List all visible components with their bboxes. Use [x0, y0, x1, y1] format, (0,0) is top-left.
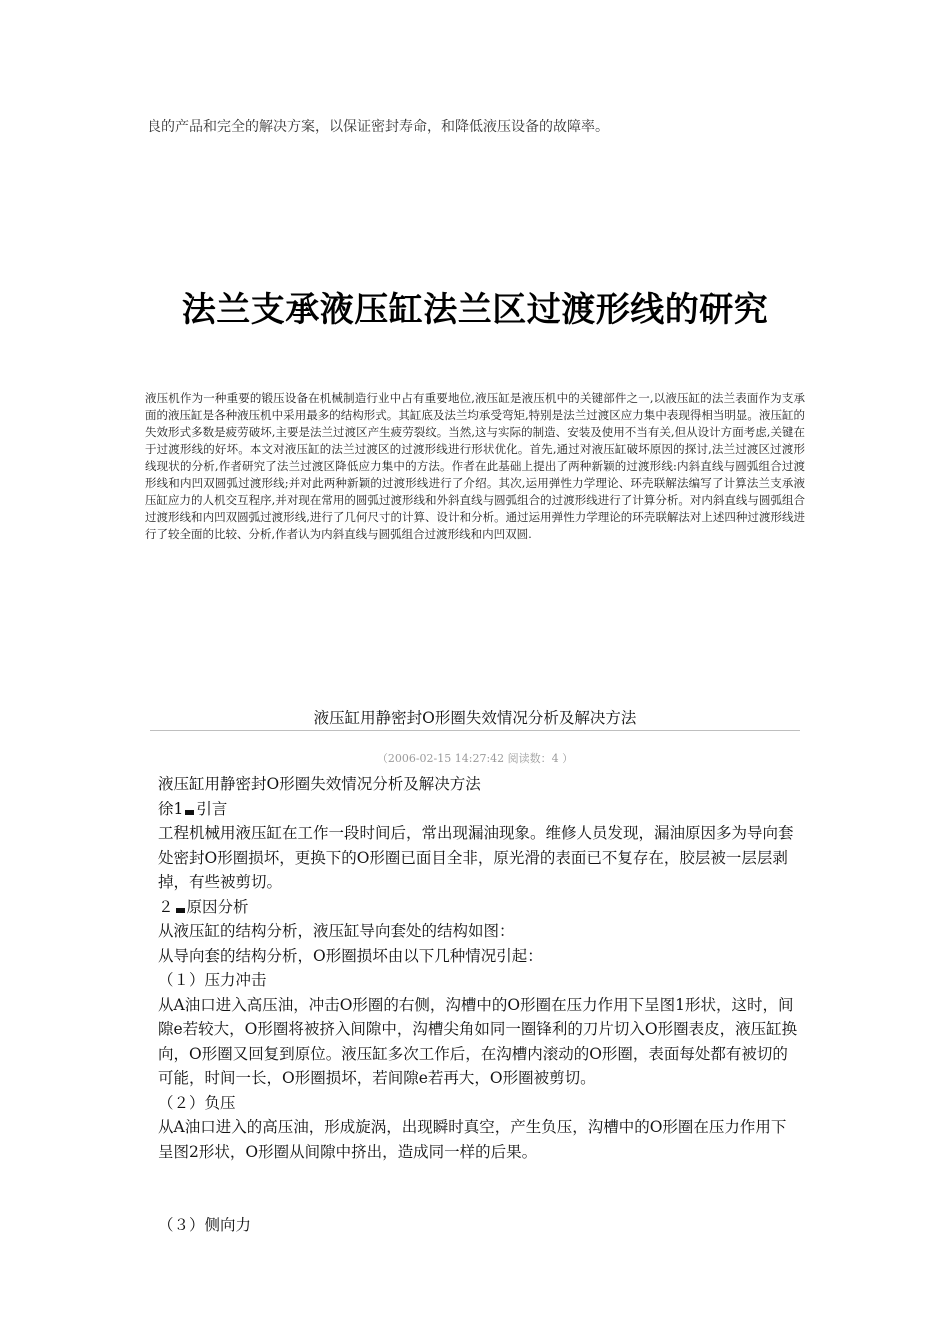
figure-gap — [158, 1164, 798, 1213]
item-text-2: 从A油口进入的高压油，形成旋涡，出现瞬时真空，产生负压，沟槽中的O形圈在压力作用下呈图2形状，O形圈从间隙中挤出，造成同一样的后果。 — [158, 1118, 787, 1161]
item-text-1: 从A油口进入高压油，冲击O形圈的右侧，沟槽中的O形圈在压力作用下呈图1形状，这时，间隙e若较大，O形圈将被挤入间隙中，沟槽尖角如同一圈锋利的刀片切入O形圈表皮，液压缸换向，O形圈又回复到原位。液压缸多次工作后，在沟槽内滚动的O形圈，表面每处都有被切的可能，时间一长，O形圈损坏，若间隙e若再大，O形圈被剪切。 — [158, 995, 798, 1087]
section-label: 引言 — [196, 799, 228, 818]
paragraph-intro: 工程机械用液压缸在工作一段时间后，常出现漏油现象。维修人员发现，漏油原因多为导向套处密封O形圈损坏，更换下的O形圈已面目全非，原光滑的表面已不复存在，胶层被一层层剥掉，有些被剪切。 — [158, 824, 794, 891]
title-divider — [150, 730, 800, 731]
article-heading: 液压缸用静密封O形圈失效情况分析及解决方法 — [158, 775, 481, 793]
section-mark-icon — [176, 908, 185, 913]
paragraph-structure: 从液压缸的结构分析，液压缸导向套处的结构如图： — [158, 922, 515, 940]
previous-page-text: 良的产品和完全的解决方案，以保证密封寿命，和降低液压设备的故障率。 — [147, 119, 609, 135]
article-body — [158, 772, 798, 1238]
section-label: 原因分析 — [186, 897, 249, 916]
thesis-abstract: 液压机作为一种重要的锻压设备在机械制造行业中占有重要地位,液压缸是液压机中的关键部件之一,以液压缸的法兰表面作为支承面的液压缸是各种液压机中采用最多的结构形式。其缸底及法兰均承受弯矩,特别是法兰过渡区应力集中表现得相当明显。液压缸的失效形式多数是疲劳破坏,主要是法兰过渡区产生疲劳裂纹。当然,这与实际的制造、安装及使用不当有关,但从设计方面考虑,关键在于过渡形线的好坏。本文对液压缸的法兰过渡区的过渡形线进行形状优化。首先,通过对液压缸破坏原因的探讨,法兰过渡区过渡形线现状的分析,作者研究了法兰过渡区降低应力集中的方法。作者在此基础上提出了两种新颖的过渡形线:内斜直线与圆弧组合过渡形线和内凹双圆弧过渡形线;并对此两种新颖的过渡形线进行了介绍。其次,运用弹性力学理论、环壳联解法编写了计算法兰支承液压缸应力的人机交互程序,并对现在常用的圆弧过渡形线和外斜直线与圆弧组合的过渡形线进行了计算分析。对内斜直线与圆弧组合过渡形线和内凹双圆弧过渡形线,进行了几何尺寸的计算、设计和分析。通过运用弹性力学理论的环壳联解法对上述四种过渡形线进行了较全面的比较、分析,作者认为内斜直线与圆弧组合过渡形线和内凹双圆. — [145, 391, 805, 541]
section-heading-2 — [158, 895, 798, 920]
item-heading-1: （１）压力冲击 — [158, 971, 267, 989]
section-mark-icon — [185, 810, 194, 815]
section-number: ２ — [158, 897, 174, 916]
item-heading-3: （３）侧向力 — [158, 1216, 252, 1234]
section-heading-1 — [158, 797, 798, 822]
article-title: 液压缸用静密封O形圈失效情况分析及解决方法 — [313, 709, 637, 727]
item-heading-2: （２）负压 — [158, 1093, 236, 1112]
article-meta: （2006-02-15 14:27:42 阅读数：4 ） — [376, 752, 574, 765]
paragraph-guide: 从导向套的结构分析，O形圈损坏由以下几种情况引起： — [158, 946, 543, 965]
thesis-title: 法兰支承液压缸法兰区过渡形线的研究 — [181, 290, 769, 330]
section-number: 徐1 — [158, 799, 184, 818]
